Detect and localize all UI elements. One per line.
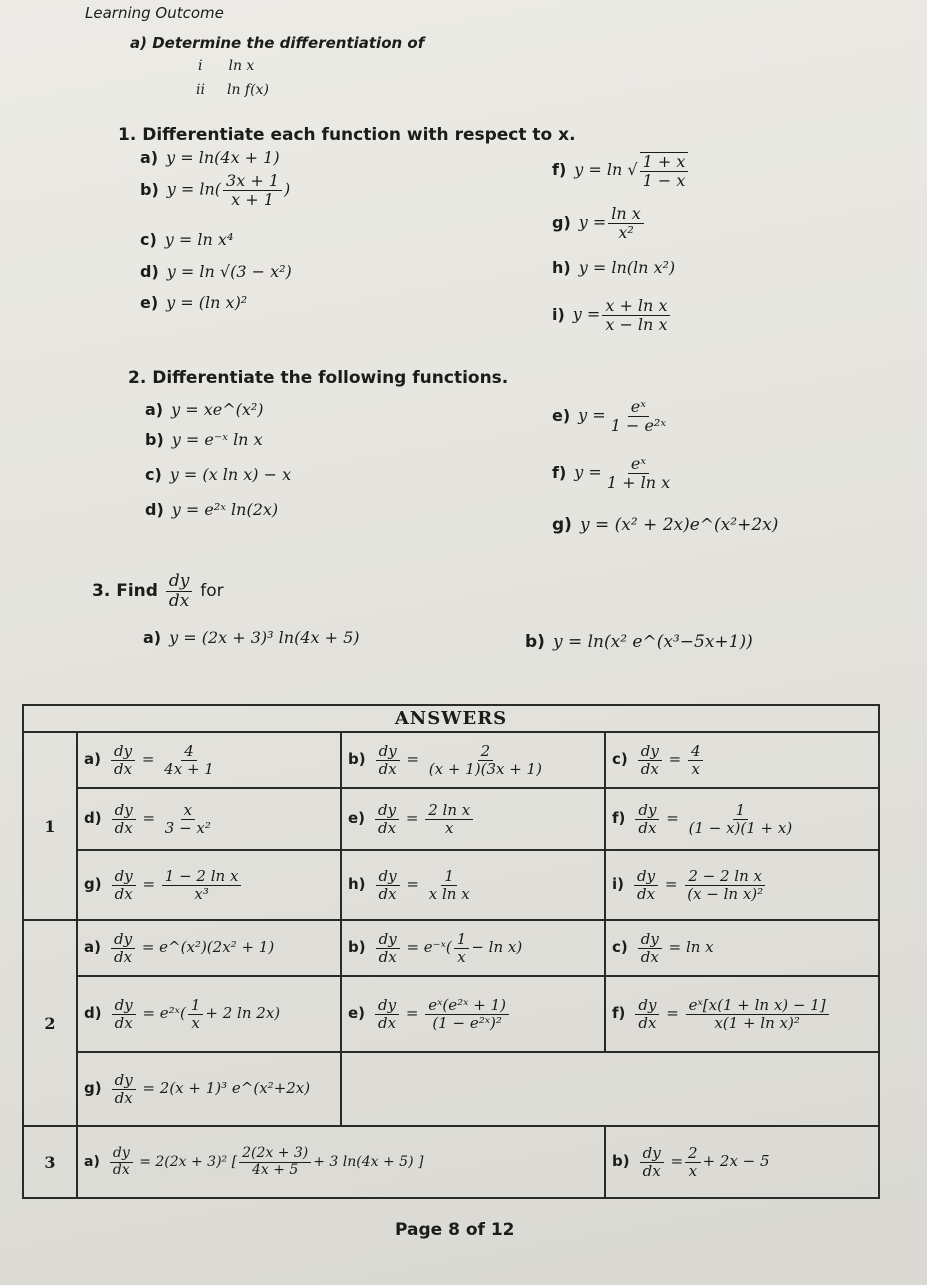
answer-2d: d) $\frac{dy}{dx}$ = e²ˣ( $\frac{1}{x}$ + 2 ln 2x)	[77, 976, 341, 1052]
q1-b: b) y = ln( $\frac{3x + 1}{x + 1}$ )	[140, 171, 291, 209]
outcome-ii	[196, 82, 269, 98]
q2-c: c) y = (x ln x) − x	[145, 465, 292, 484]
page-number: Page 8 of 12	[395, 1220, 515, 1240]
answer-1f: f) $\frac{dy}{dx}$ = $\frac{1}{(1 - x)(1 + x)}$	[605, 788, 879, 850]
answer-1a: a) $\frac{dy}{dx}$ = $\frac{4}{4x + 1}$	[77, 732, 341, 788]
outcome-i	[198, 58, 254, 74]
q3-dydx: $\frac{dy}{dx}$	[166, 572, 193, 610]
answer-1h: h) $\frac{dy}{dx}$ = $\frac{1}{\text{x ln x}}$	[341, 850, 605, 920]
outcome-i-label: i	[198, 58, 203, 74]
answer-2-empty	[341, 1052, 879, 1126]
q2-e: e) y = $\frac{\text{eˣ}}{\text{1 − e²ˣ}}$	[552, 397, 667, 435]
q1-a: a) y = ln(4x + 1)	[140, 148, 280, 167]
q1-prompt: 1. Differentiate each function with respect to x.	[118, 125, 576, 145]
q2-f: f) y = $\frac{\text{eˣ}}{\text{1 + ln x}}$	[552, 454, 671, 492]
answer-1b: b) $\frac{dy}{dx}$ = $\frac{2}{(x + 1)(3x + 1)}$	[341, 732, 605, 788]
answer-2f: f) $\frac{dy}{dx}$ = $\frac{\text{eˣ[x(1 + ln x) − 1]}}{\text{x(1 + ln x)²}}$	[605, 976, 879, 1052]
q3-prompt	[92, 572, 224, 610]
q1-f: f) y = ln √ $\frac{1 + x}{1 - x}$	[552, 152, 690, 189]
answer-1e: e) $\frac{dy}{dx}$ = $\frac{\text{2 ln x}}{x}$	[341, 788, 605, 850]
q2-prompt: 2. Differentiate the following functions.	[128, 368, 509, 388]
answer-1i: i) $\frac{dy}{dx}$ = $\frac{\text{2 − 2 ln x}}{\text{(x − ln x)²}}$	[605, 850, 879, 920]
answer-1c: c) $\frac{dy}{dx}$ = $\frac{4}{x}$	[605, 732, 879, 788]
answers-table	[22, 704, 880, 1199]
q1-d: d) y = ln √(3 − x²)	[140, 262, 292, 281]
answer-3b: b) $\frac{dy}{dx}$ = $\frac{2}{x}$ + 2x − 5	[605, 1126, 879, 1198]
q1-e: e) y = (ln x)²	[140, 293, 248, 312]
answer-2a: a) $\frac{dy}{dx}$ = e^(x²)(2x² + 1)	[77, 920, 341, 976]
answers-row-3-label: 3	[23, 1126, 77, 1198]
q3-a: a) y = (2x + 3)³ ln(4x + 5)	[143, 628, 360, 647]
q1-g: g) y = $\frac{\text{ln x}}{\text{x²}}$	[552, 205, 646, 241]
q1-c: c) y = ln x⁴	[140, 230, 234, 249]
answers-row-2-label: 2	[23, 920, 77, 1126]
q2-b: b) y = e⁻ˣ ln x	[145, 430, 263, 449]
answer-2c: c) $\frac{dy}{dx}$ = ln x	[605, 920, 879, 976]
q3-b: b) y = ln(x² e^(x³−5x+1))	[525, 632, 753, 652]
outcome-ii-label: ii	[196, 82, 205, 98]
answer-1d: d) $\frac{dy}{dx}$ = $\frac{x}{\text{3 − x²}}$	[77, 788, 341, 850]
answers-title: ANSWERS	[23, 705, 879, 732]
q1-h: h) y = ln(ln x²)	[552, 258, 676, 277]
q2-g: g) y = (x² + 2x)e^(x²+2x)	[552, 515, 779, 535]
answers-row-1-label: 1	[23, 732, 77, 920]
outcome-item-a: a) Determine the differentiation of	[130, 34, 425, 52]
outcome-ii-expr: ln f(x)	[226, 82, 269, 98]
q2-d: d) y = e²ˣ ln(2x)	[145, 500, 279, 519]
answer-2b: b) $\frac{dy}{dx}$ = e⁻ˣ( $\frac{1}{x}$ − ln x)	[341, 920, 605, 976]
q3-find: 3. Find	[92, 581, 158, 602]
q3-for: for	[200, 581, 224, 602]
q2-a: a) y = xe^(x²)	[145, 400, 264, 419]
answer-2g: g) $\frac{dy}{dx}$ = 2(x + 1)³ e^(x²+2x)	[77, 1052, 341, 1126]
answer-1g: g) $\frac{dy}{dx}$ = $\frac{\text{1 − 2 ln x}}{\text{x³}}$	[77, 850, 341, 920]
answer-3a: a) $\frac{dy}{dx}$ = 2(2x + 3)² [ $\frac{2(2x + 3)}{4x + 5}$ + 3 ln(4x + 5) ]	[77, 1126, 605, 1198]
outcome-i-expr: ln x	[228, 58, 255, 74]
q1-i: i) y = $\frac{\text{x + ln x}}{\text{x − ln x}}$	[552, 297, 672, 333]
outcome-heading: Learning Outcome	[85, 4, 224, 22]
answer-2e: e) $\frac{dy}{dx}$ = $\frac{\text{eˣ(e²ˣ + 1)}}{\text{(1 − e²ˣ)²}}$	[341, 976, 605, 1052]
